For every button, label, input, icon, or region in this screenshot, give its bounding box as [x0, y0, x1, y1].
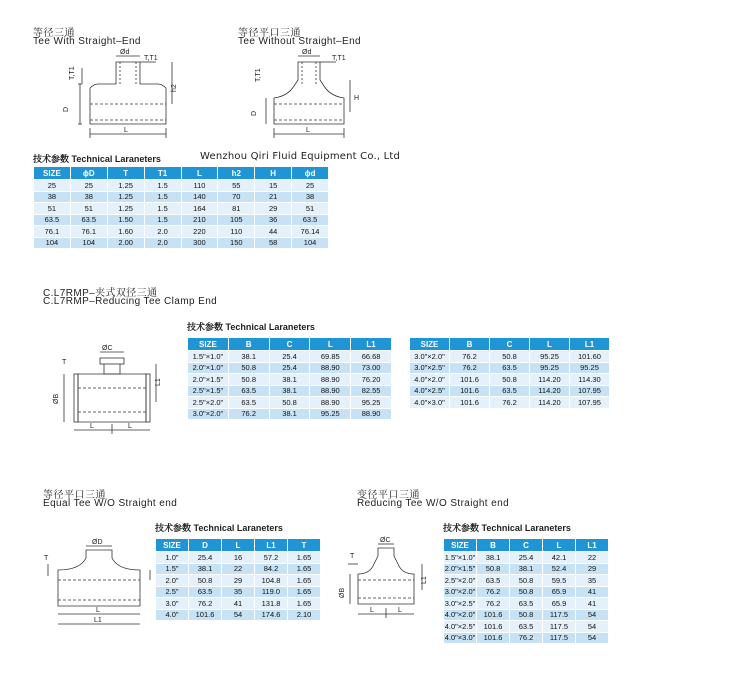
sec2-left-col-header: B: [228, 338, 269, 351]
diag2-t-label: T,T1: [255, 68, 262, 82]
sec3-col-header: L: [222, 539, 255, 552]
table-row: [34, 214, 329, 226]
table-cell: 104: [70, 237, 107, 249]
table-row: [188, 385, 392, 397]
table-cell: 2.5"×1.5": [188, 385, 229, 397]
table-cell: 29: [255, 203, 292, 215]
sec3-col-header: SIZE: [156, 539, 189, 552]
table-cell: 57.2: [255, 552, 288, 564]
table-cell: 63.5: [510, 598, 543, 610]
table-cell: 101.6: [450, 385, 490, 397]
table-cell: 63.5: [510, 621, 543, 633]
reducing-tee-clamp-drawing: [48, 340, 168, 436]
sec1-col-header: L: [181, 167, 218, 180]
table-cell: 76.2: [450, 351, 490, 363]
diag2-d-label: Ød: [302, 49, 312, 56]
table-cell: 63.5: [477, 575, 510, 587]
sec3-spec-table: [155, 538, 321, 621]
table-cell: 76.2: [477, 598, 510, 610]
table-cell: 88.90: [310, 397, 351, 409]
table-cell: 2.0: [144, 237, 181, 249]
table-cell: 95.25: [351, 397, 392, 409]
table-cell: 58: [255, 237, 292, 249]
table-cell: 114.20: [530, 397, 570, 409]
sec4-col-header: L: [543, 539, 576, 552]
table-cell: 55: [218, 180, 255, 192]
table-cell: 63.5: [228, 385, 269, 397]
sec4-col-header: B: [477, 539, 510, 552]
table-cell: 105: [218, 214, 255, 226]
sec4-header-row: [444, 539, 609, 552]
table-row: [444, 563, 609, 575]
table-cell: 114.20: [530, 385, 570, 397]
table-row: [444, 586, 609, 598]
table-cell: 1.5"×1.0": [188, 351, 229, 363]
table-cell: 4.0": [156, 609, 189, 621]
sec3-header-row: [156, 539, 321, 552]
table-cell: 38.1: [269, 374, 310, 386]
table-cell: 4.0"×2.0": [410, 374, 450, 386]
table-cell: 38: [34, 191, 71, 203]
table-cell: 210: [181, 214, 218, 226]
table-cell: 29: [222, 575, 255, 587]
table-cell: 1.25: [107, 203, 144, 215]
sec1-header-row: [34, 167, 329, 180]
table-cell: 41: [222, 598, 255, 610]
table-cell: 73.00: [351, 362, 392, 374]
table-cell: 1.5: [144, 203, 181, 215]
sec4-col-header: C: [510, 539, 543, 552]
table-cell: 95.25: [530, 351, 570, 363]
sec2-right-col-header: C: [490, 338, 530, 351]
table-cell: 54: [222, 609, 255, 621]
diag1-t-label: T,T1: [69, 66, 76, 80]
table-cell: 3.0"×2.0": [444, 587, 476, 597]
table-cell: 2.0"×1.5": [188, 374, 229, 386]
table-cell: 25: [70, 180, 107, 192]
table-cell: 44: [255, 226, 292, 238]
sec1-col-header: ϕd: [292, 167, 329, 180]
table-cell: 38.1: [477, 552, 510, 564]
table-cell: 1.0": [156, 552, 189, 564]
sec1-spec-table: [33, 166, 329, 249]
sec2-c-label: ØC: [102, 345, 113, 352]
sec2-param-en: Technical Laraneters: [225, 322, 315, 332]
table-cell: 76.1: [34, 226, 71, 238]
table-cell: 4.0"×3.0": [410, 397, 450, 409]
table-cell: 29: [576, 563, 609, 575]
table-cell: 76.2: [490, 397, 530, 409]
sec4-spec-table: [443, 538, 609, 644]
sec1-param-cn: 技术参数: [33, 154, 70, 164]
table-cell: 22: [222, 563, 255, 575]
table-cell: 104.8: [255, 575, 288, 587]
sec1-col-header: h2: [218, 167, 255, 180]
table-cell: 41: [576, 598, 609, 610]
tee-straight-end-title-en: Tee With Straight–End: [33, 36, 141, 47]
table-cell: 69.85: [310, 351, 351, 363]
table-cell: 76.1: [70, 226, 107, 238]
table-cell: 95.25: [530, 362, 570, 374]
table-cell: 21: [255, 191, 292, 203]
table-cell: 76.2: [477, 586, 510, 598]
table-cell: 110: [181, 180, 218, 192]
table-cell: 76.20: [351, 374, 392, 386]
table-cell: 59.5: [543, 575, 576, 587]
table-row: [188, 362, 392, 374]
table-cell: 65.9: [543, 598, 576, 610]
table-cell: 2.0": [156, 575, 189, 587]
table-cell: 76.2: [450, 362, 490, 374]
table-cell: 25.4: [269, 351, 310, 363]
diag2-L-label: L: [306, 127, 310, 134]
table-cell: 51: [70, 203, 107, 215]
table-row: [444, 552, 609, 564]
sec3-param-cn: 技术参数: [155, 523, 192, 533]
sec2-spec-table-right: [409, 337, 610, 409]
table-cell: 66.68: [351, 351, 392, 363]
table-cell: 3.0"×2.5": [410, 362, 450, 374]
table-cell: 119.0: [255, 586, 288, 598]
table-cell: 50.8: [189, 575, 222, 587]
table-cell: 35: [576, 575, 609, 587]
table-cell: 50.8: [510, 586, 543, 598]
sec3-l1-label: L1: [94, 617, 102, 624]
table-row: [444, 632, 609, 644]
table-cell: 3.0"×2.0": [188, 408, 229, 420]
table-cell: 22: [576, 552, 609, 564]
table-cell: 1.65: [288, 586, 321, 598]
table-row: [410, 374, 610, 386]
table-cell: 88.90: [310, 374, 351, 386]
table-cell: 50.8: [510, 575, 543, 587]
table-row: [188, 351, 392, 363]
company-name: Wenzhou Qiri Fluid Equipment Co., Ltd: [200, 151, 401, 162]
sec4-param-en: Technical Laraneters: [481, 523, 571, 533]
table-cell: 2.0"×1.5": [444, 564, 476, 574]
table-cell: 4.0"×2.0": [444, 610, 476, 620]
table-cell: 101.6: [477, 609, 510, 621]
sec3-col-header: T: [288, 539, 321, 552]
sec2-right-col-header: B: [450, 338, 490, 351]
table-cell: 52.4: [543, 563, 576, 575]
table-cell: 63.5: [490, 385, 530, 397]
table-cell: 51: [292, 203, 329, 215]
sec2-right-col-header: L: [530, 338, 570, 351]
sec4-param-cn: 技术参数: [443, 523, 480, 533]
table-cell: 88.90: [310, 385, 351, 397]
table-cell: 101.6: [477, 621, 510, 633]
clamp-tee-title-en: C.L7RMP–Reducing Tee Clamp End: [43, 296, 218, 307]
sec4-l1-label: L1: [421, 576, 428, 584]
table-row: [410, 397, 610, 409]
table-cell: 1.5": [156, 563, 189, 575]
table-row: [34, 191, 329, 203]
sec4-col-header: SIZE: [444, 539, 477, 552]
table-cell: 63.5: [70, 214, 107, 226]
table-cell: 41: [576, 586, 609, 598]
table-row: [410, 385, 610, 397]
table-cell: 38.1: [510, 563, 543, 575]
table-cell: 2.5"×2.0": [444, 575, 476, 585]
table-cell: 114.20: [530, 374, 570, 386]
table-cell: 1.5"×1.0": [444, 552, 476, 562]
sec1-col-header: SIZE: [34, 167, 71, 180]
sec3-col-header: L1: [255, 539, 288, 552]
table-cell: 76.14: [292, 226, 329, 238]
sec2-left-col-header: C: [269, 338, 310, 351]
table-cell: 131.8: [255, 598, 288, 610]
table-cell: 88.90: [351, 408, 392, 420]
table-cell: 81: [218, 203, 255, 215]
sec3-t-label: T: [44, 555, 49, 562]
table-cell: 220: [181, 226, 218, 238]
table-cell: 2.10: [288, 609, 321, 621]
table-cell: 76.2: [189, 598, 222, 610]
table-cell: 117.5: [543, 632, 576, 644]
sec4-l-label-right: L: [398, 607, 402, 614]
table-cell: 63.5: [34, 214, 71, 226]
table-row: [410, 351, 610, 363]
table-cell: 42.1: [543, 552, 576, 564]
table-row: [410, 362, 610, 374]
table-cell: 50.8: [228, 362, 269, 374]
sec4-param-label: [443, 521, 571, 534]
equal-tee-title-en: Equal Tee W/O Straight end: [43, 498, 178, 509]
sec2-left-col-header: L1: [351, 338, 392, 351]
table-cell: 1.50: [107, 214, 144, 226]
table-row: [156, 609, 321, 621]
table-cell: 38: [70, 191, 107, 203]
table-cell: 1.5: [144, 180, 181, 192]
sec2-b-label: ØB: [53, 393, 60, 404]
table-cell: 101.6: [477, 632, 510, 644]
table-cell: 101.60: [570, 351, 610, 363]
table-cell: 110: [218, 226, 255, 238]
table-row: [188, 408, 392, 420]
table-cell: 107.95: [570, 397, 610, 409]
equal-tee-title-cn: 等径平口三通: [43, 490, 106, 501]
diag2-D-label: D: [251, 110, 258, 116]
table-cell: 1.5: [144, 191, 181, 203]
diag1-D-label: D: [63, 106, 70, 112]
tee-straight-end-drawing: [48, 49, 188, 144]
table-row: [188, 374, 392, 386]
sec3-l-label: L: [96, 607, 100, 614]
sec2-param-label: [187, 320, 315, 333]
table-cell: 150: [218, 237, 255, 249]
table-row: [444, 575, 609, 587]
table-cell: 101.6: [450, 374, 490, 386]
table-row: [156, 598, 321, 610]
table-cell: 38: [292, 191, 329, 203]
table-cell: 63.5: [490, 362, 530, 374]
tee-straight-end-title-cn: 等径三通: [33, 28, 75, 39]
table-row: [156, 586, 321, 598]
table-cell: 3.0"×2.0": [410, 351, 450, 363]
table-cell: 70: [218, 191, 255, 203]
table-cell: 95.25: [570, 362, 610, 374]
table-cell: 65.9: [543, 586, 576, 598]
table-row: [34, 226, 329, 238]
table-row: [34, 180, 329, 192]
table-cell: 2.0: [144, 226, 181, 238]
table-cell: 1.25: [107, 191, 144, 203]
diag1-d-label: Ød: [120, 49, 130, 56]
table-cell: 50.8: [228, 374, 269, 386]
sec1-param-label: [33, 152, 161, 165]
sec2-left-header-row: [188, 338, 392, 351]
table-cell: 1.60: [107, 226, 144, 238]
table-cell: 16: [222, 552, 255, 564]
sec3-d-label: ØD: [92, 539, 103, 546]
table-cell: 140: [181, 191, 218, 203]
table-cell: 63.5: [228, 397, 269, 409]
sec2-left-col-header: SIZE: [188, 338, 229, 351]
table-cell: 2.00: [107, 237, 144, 249]
sec2-left-col-header: L: [310, 338, 351, 351]
sec2-l1-label: L1: [155, 378, 162, 386]
table-cell: 88.90: [310, 362, 351, 374]
table-cell: 107.95: [570, 385, 610, 397]
sec3-col-header: D: [189, 539, 222, 552]
sec4-l-label-left: L: [370, 607, 374, 614]
table-cell: 1.65: [288, 563, 321, 575]
table-cell: 1.25: [107, 180, 144, 192]
table-cell: 117.5: [543, 621, 576, 633]
table-cell: 95.25: [310, 408, 351, 420]
table-cell: 63.5: [292, 214, 329, 226]
table-cell: 50.8: [269, 397, 310, 409]
sec2-l-label-left: L: [90, 423, 94, 430]
table-cell: 104: [34, 237, 71, 249]
diag2-tt1-label: T,T1: [332, 55, 346, 62]
sec1-col-header: T1: [144, 167, 181, 180]
table-cell: 1.5: [144, 214, 181, 226]
table-cell: 3.0": [156, 598, 189, 610]
table-cell: 1.65: [288, 552, 321, 564]
table-cell: 76.2: [510, 632, 543, 644]
table-cell: 4.0"×2.5": [410, 385, 450, 397]
table-row: [156, 563, 321, 575]
reducing-tee-title-en: Reducing Tee W/O Straight end: [357, 498, 510, 509]
diag2-H-label: H: [354, 95, 360, 102]
table-cell: 2.5": [156, 586, 189, 598]
diag1-L-label: L: [124, 127, 128, 134]
table-cell: 38.1: [189, 563, 222, 575]
table-cell: 38.1: [228, 351, 269, 363]
table-cell: 51: [34, 203, 71, 215]
table-cell: 50.8: [490, 374, 530, 386]
diag1-h2-label: h2: [171, 84, 178, 92]
table-cell: 50.8: [490, 351, 530, 363]
table-cell: 84.2: [255, 563, 288, 575]
sec2-right-col-header: L1: [570, 338, 610, 351]
sec2-param-cn: 技术参数: [187, 322, 224, 332]
table-cell: 50.8: [510, 609, 543, 621]
sec2-spec-table-left: [187, 337, 392, 420]
sec1-col-header: H: [255, 167, 292, 180]
table-cell: 15: [255, 180, 292, 192]
sec2-l-label-right: L: [128, 423, 132, 430]
table-cell: 25: [292, 180, 329, 192]
reducing-tee-drawing: [336, 534, 440, 626]
table-row: [34, 237, 329, 249]
table-cell: 104: [292, 237, 329, 249]
table-cell: 4.0"×2.5": [444, 621, 476, 631]
table-cell: 38.1: [269, 408, 310, 420]
table-cell: 174.6: [255, 609, 288, 621]
table-cell: 101.6: [450, 397, 490, 409]
table-cell: 25: [34, 180, 71, 192]
sec1-col-header: ϕD: [70, 167, 107, 180]
table-row: [444, 621, 609, 633]
diag1-tt1-label: T,T1: [144, 55, 158, 62]
table-row: [156, 575, 321, 587]
table-cell: 63.5: [189, 586, 222, 598]
sec4-c-label: ØC: [380, 537, 391, 544]
table-cell: 50.8: [477, 563, 510, 575]
sec1-param-en: Technical Laraneters: [71, 154, 161, 164]
table-cell: 25.4: [269, 362, 310, 374]
sec2-right-header-row: [410, 338, 610, 351]
sec4-b-label: ØB: [339, 587, 346, 598]
table-cell: 76.2: [228, 408, 269, 420]
tee-without-straight-end-title-cn: 等径平口三通: [238, 28, 301, 39]
reducing-tee-title-cn: 变径平口三通: [357, 490, 420, 501]
table-row: [188, 397, 392, 409]
sec4-t-label: T: [350, 553, 355, 560]
table-cell: 1.65: [288, 598, 321, 610]
table-cell: 2.5"×2.0": [188, 397, 229, 409]
clamp-tee-title-cn: C.L7RMP–夹式双径三通: [43, 288, 158, 299]
table-cell: 300: [181, 237, 218, 249]
sec3-param-label: [155, 521, 283, 534]
table-cell: 1.65: [288, 575, 321, 587]
table-cell: 54: [576, 621, 609, 633]
table-cell: 114.30: [570, 374, 610, 386]
table-cell: 35: [222, 586, 255, 598]
sec1-col-header: T: [107, 167, 144, 180]
tee-without-straight-end-title-en: Tee Without Straight–End: [238, 36, 361, 47]
table-cell: 54: [576, 632, 609, 644]
table-row: [156, 552, 321, 564]
table-row: [34, 203, 329, 215]
sec2-t-label: T: [62, 359, 67, 366]
equal-tee-drawing: [40, 540, 152, 632]
sec3-param-en: Technical Laraneters: [193, 523, 283, 533]
table-cell: 4.0"×3.0": [444, 633, 476, 643]
table-cell: 3.0"×2.5": [444, 598, 476, 608]
sec4-col-header: L1: [576, 539, 609, 552]
table-cell: 164: [181, 203, 218, 215]
table-cell: 2.0"×1.0": [188, 362, 229, 374]
table-cell: 54: [576, 609, 609, 621]
table-cell: 38.1: [269, 385, 310, 397]
table-cell: 25.4: [510, 552, 543, 564]
table-row: [444, 598, 609, 610]
tee-without-straight-end-drawing: [240, 49, 380, 144]
table-cell: 82.55: [351, 385, 392, 397]
table-cell: 101.6: [189, 609, 222, 621]
table-cell: 36: [255, 214, 292, 226]
table-cell: 117.5: [543, 609, 576, 621]
table-cell: 25.4: [189, 552, 222, 564]
sec2-right-col-header: SIZE: [410, 338, 450, 351]
table-row: [444, 609, 609, 621]
